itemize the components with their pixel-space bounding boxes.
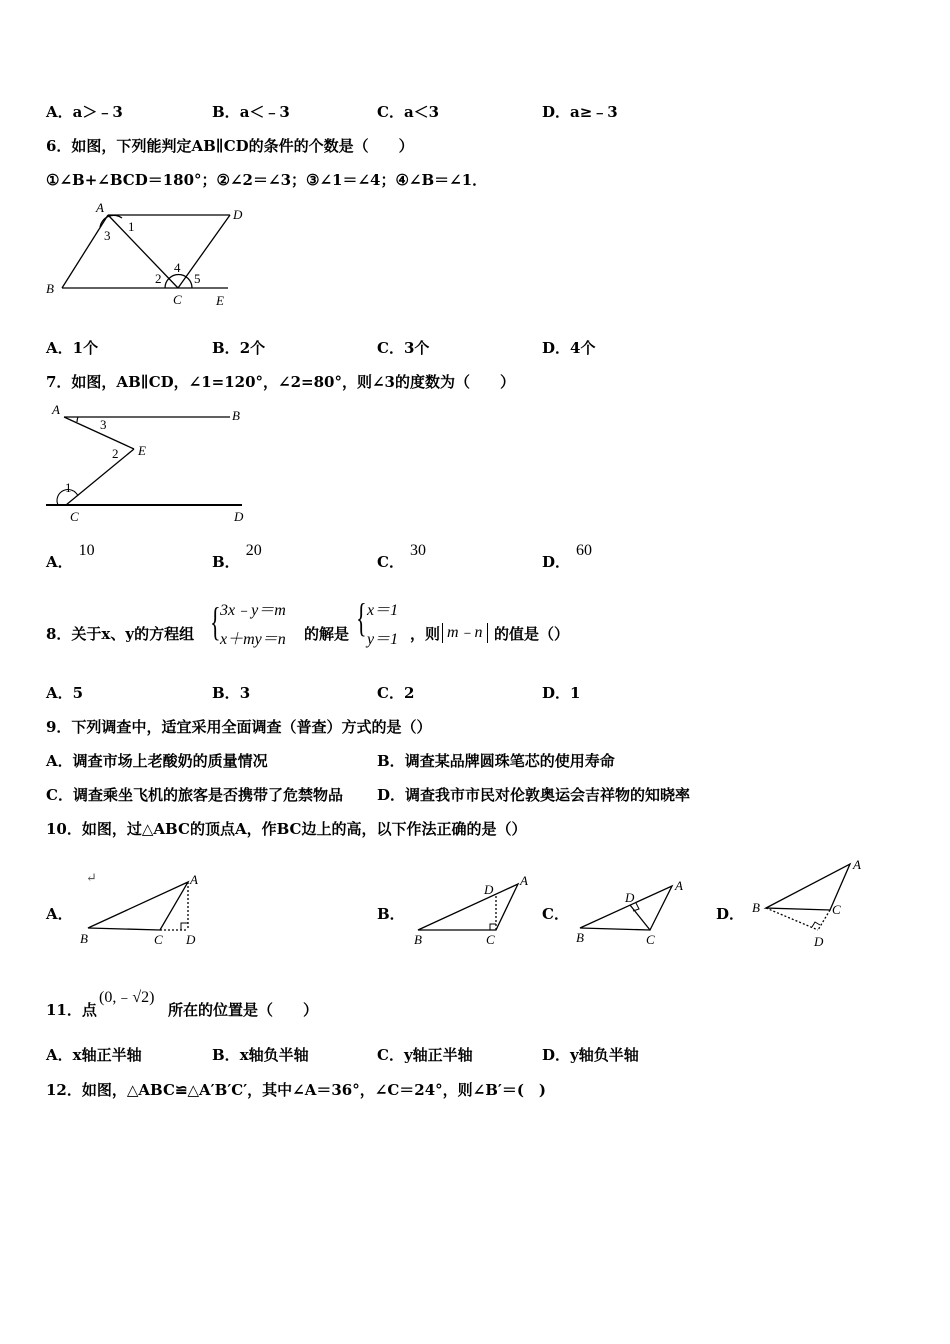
- option-text: 5: [72, 684, 84, 702]
- option-letter: B．: [212, 684, 240, 702]
- q11-option-b: [212, 1045, 309, 1065]
- fig-c-label-c: C: [646, 932, 655, 947]
- label-angle-2: 2: [112, 446, 119, 461]
- option-text: 3: [239, 684, 251, 702]
- q8-abs: m﹣n: [442, 623, 488, 643]
- q8-stem-pre: 8．关于x、y的方程组: [46, 625, 195, 643]
- option-letter: A．: [46, 103, 73, 121]
- option-text: a＜3: [403, 103, 440, 121]
- height-cd: [630, 905, 650, 930]
- brace-left-solution: {: [356, 595, 367, 640]
- fig-c-label-d: D: [625, 890, 635, 905]
- q10-option-b: B．: [377, 905, 405, 923]
- option-text: 3个: [403, 339, 430, 357]
- option-letter: D．: [542, 553, 571, 571]
- label-b: B: [46, 281, 54, 296]
- option-letter: B．: [212, 339, 240, 357]
- option-letter: C．: [46, 786, 73, 804]
- q10-option-d: D．: [716, 905, 745, 923]
- label-angle-2: 2: [155, 271, 162, 286]
- option-text: y轴负半轴: [570, 1046, 639, 1064]
- q8-eq1: 3x﹣y＝m: [220, 602, 286, 619]
- q6-stem: 6．如图，下列能判定AB∥CD的条件的个数是（ ）: [46, 137, 414, 155]
- label-angle-4: 4: [174, 260, 181, 275]
- triangle-abc: [88, 882, 188, 930]
- option-letter: C．: [377, 553, 404, 571]
- fig-b-label-b: B: [414, 932, 422, 947]
- fig-d-label-c: C: [832, 902, 841, 917]
- label-angle-3: 3: [100, 417, 107, 432]
- label-c: C: [70, 509, 79, 524]
- option-letter: D．: [377, 786, 406, 804]
- option-letter: A．: [46, 553, 73, 571]
- option-text: 1个: [72, 339, 99, 357]
- fig-d-label-d: D: [814, 934, 824, 949]
- q8-sol2: y＝1: [367, 631, 399, 648]
- option-letter: A．: [46, 339, 73, 357]
- fig-a-label-d: D: [186, 932, 196, 947]
- fig-d-label-b: B: [752, 900, 760, 915]
- q11-stem-pre: 11．点: [46, 1001, 97, 1019]
- q8-stem-post: 的值是（）: [494, 625, 570, 643]
- q10-stem: 10．如图，过△ABC的顶点A，作BC边上的高，以下作法正确的是（）: [46, 820, 527, 838]
- option-letter: D．: [542, 684, 571, 702]
- option-letter: B．: [377, 752, 405, 770]
- option-text: x轴正半轴: [72, 1046, 142, 1064]
- triangle-abc: [418, 884, 518, 930]
- right-angle-mark: [812, 922, 820, 927]
- q6-conditions: ①∠B+∠BCD＝180°；②∠2＝∠3；③∠1＝∠4；④∠B＝∠1．: [46, 171, 488, 189]
- option-letter: D．: [542, 103, 571, 121]
- q9-stem: 9．下列调查中，适宜采用全面调查（普查）方式的是（）: [46, 718, 432, 736]
- q12-stem: 12．如图，△ABC≌△A′B′C′，其中∠A＝36°，∠C＝24°，则∠B′＝( ): [46, 1081, 547, 1099]
- label-e: E: [216, 293, 224, 308]
- fig-c-label-a: A: [675, 878, 683, 893]
- option-letter: B．: [212, 553, 240, 571]
- q10-option-c: C．: [542, 905, 569, 923]
- label-b: B: [232, 408, 240, 423]
- option-text: 20: [245, 542, 262, 559]
- option-text: a≥﹣3: [570, 103, 618, 121]
- label-d: D: [234, 509, 244, 524]
- option-letter: C．: [377, 1046, 404, 1064]
- option-letter: D．: [542, 339, 571, 357]
- fig-a-label-b: B: [80, 931, 88, 946]
- fig-a-label-c: C: [154, 932, 163, 947]
- label-a: A: [52, 402, 60, 417]
- right-angle-mark: [490, 924, 496, 930]
- right-angle-mark: [181, 923, 188, 930]
- label-e: E: [138, 443, 146, 458]
- q8-sol1: x＝1: [367, 602, 399, 619]
- fig-b-label-c: C: [486, 932, 495, 947]
- q11-point: (0,﹣√2): [99, 989, 155, 1006]
- option-letter: A．: [46, 1046, 73, 1064]
- option-letter: B．: [212, 1046, 240, 1064]
- fig-b-label-a: A: [520, 873, 528, 888]
- height-cd: [818, 910, 830, 930]
- fig-c-label-b: B: [576, 930, 584, 945]
- option-text: 调查我市市民对伦敦奥运会吉祥物的知晓率: [405, 786, 691, 804]
- option-letter: C．: [377, 684, 404, 702]
- figure-d: [766, 864, 850, 930]
- option-text: 调查乘坐飞机的旅客是否携带了危禁物品: [72, 786, 343, 804]
- label-angle-1: 1: [65, 480, 72, 495]
- option-text: 调查市场上老酸奶的质量情况: [72, 752, 268, 770]
- label-angle-1: 1: [128, 219, 135, 234]
- q7-stem: 7．如图，AB∥CD，∠1=120°，∠2=80°，则∠3的度数为（ ）: [46, 373, 515, 391]
- q11-option-c: [377, 1045, 473, 1065]
- label-angle-5: 5: [194, 271, 201, 286]
- q11-option-a: [46, 1045, 142, 1065]
- option-text: 60: [576, 542, 593, 559]
- figure-b: [418, 884, 518, 930]
- option-text: 2个: [239, 339, 266, 357]
- return-mark: ↵: [86, 870, 97, 885]
- q11-stem-post: 所在的位置是（ ）: [168, 1001, 319, 1019]
- option-text: 10: [78, 542, 95, 559]
- label-angle-3: 3: [104, 228, 111, 243]
- q11-option-d: [542, 1045, 639, 1065]
- q8-eq2: x＋my＝n: [220, 631, 286, 648]
- option-text: 调查某品牌圆珠笔芯的使用寿命: [404, 752, 615, 770]
- figure-a: [88, 882, 188, 930]
- option-text: 4个: [570, 339, 596, 357]
- label-a: A: [96, 200, 104, 215]
- brace-left: {: [210, 599, 221, 644]
- option-letter: C．: [377, 339, 404, 357]
- option-text: 30: [409, 542, 426, 559]
- option-letter: B．: [212, 103, 240, 121]
- option-text: 2: [403, 684, 415, 702]
- fig-d-label-a: A: [853, 857, 861, 872]
- option-letter: A．: [46, 752, 73, 770]
- option-letter: D．: [542, 1046, 571, 1064]
- option-text: y轴正半轴: [403, 1046, 473, 1064]
- option-text: 1: [570, 684, 581, 702]
- option-text: x轴负半轴: [239, 1046, 309, 1064]
- label-d: D: [233, 207, 243, 222]
- fig-b-label-d: D: [484, 882, 494, 897]
- q10-option-a: A．: [46, 905, 73, 923]
- option-text: a＜﹣3: [239, 103, 290, 121]
- extension-bd: [766, 908, 818, 930]
- label-c: C: [173, 292, 182, 307]
- q8-mid2: ，则: [410, 625, 441, 643]
- fig-a-label-a: A: [190, 872, 198, 887]
- option-text: a＞﹣3: [72, 103, 123, 121]
- option-letter: A．: [46, 684, 73, 702]
- q8-mid: 的解是: [304, 625, 350, 643]
- option-letter: C．: [377, 103, 404, 121]
